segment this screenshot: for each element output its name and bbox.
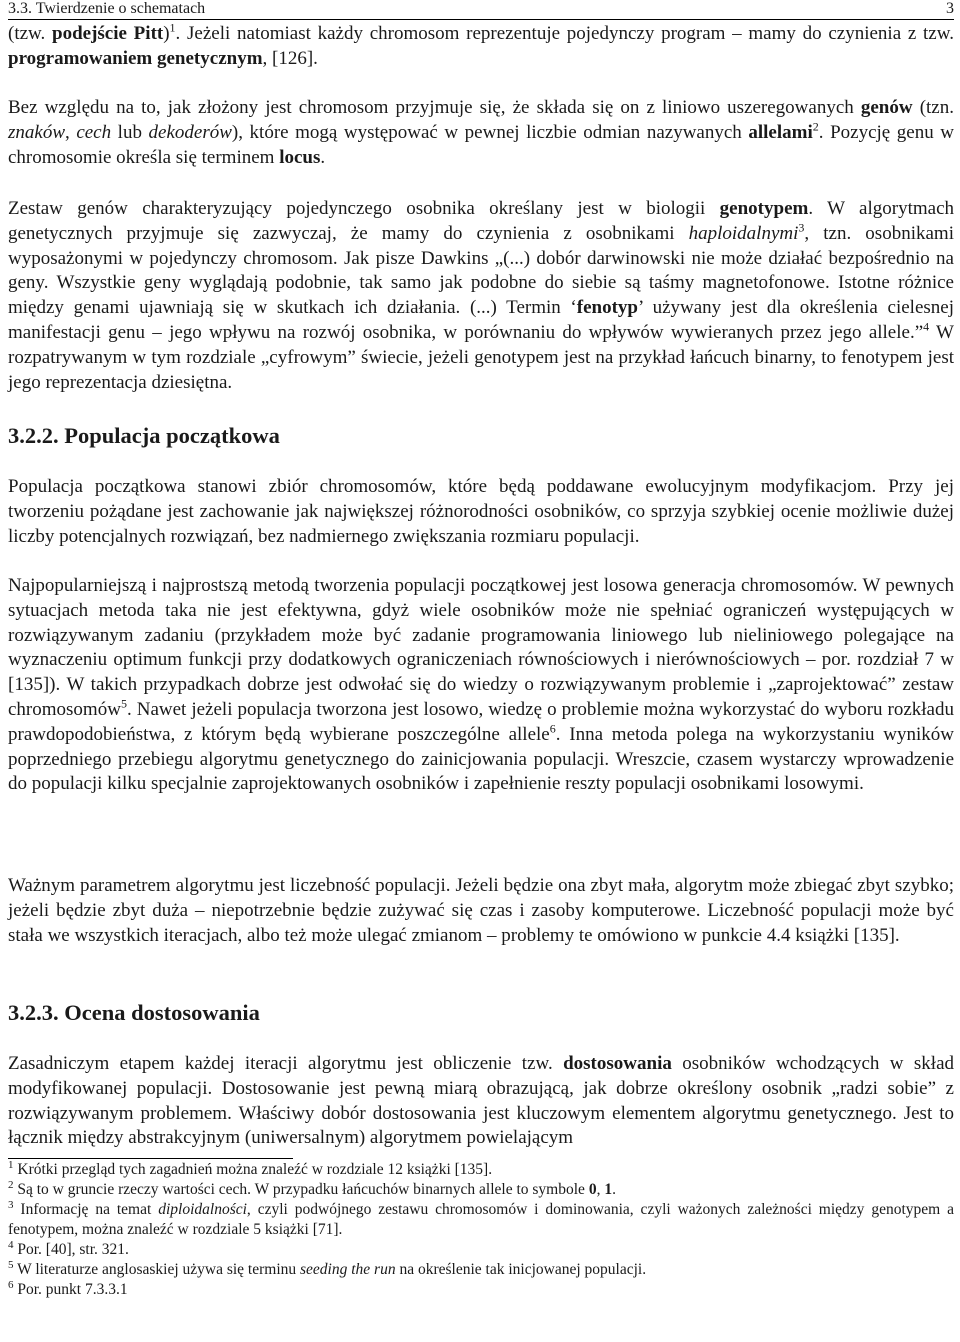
footnote-ref-4: 4 <box>923 319 930 334</box>
paragraph-5: Ważnym parametrem algorytmu jest liczebność populacji. Jeżeli będzie ona zbyt mała, algorytm może zbiegać zbyt szybko; jeżeli będzie zbyt duża – niepotrzebnie będzie zużywać się czas i zasoby komputerowe. Liczebność populacji może być stała we wszystkich iteracjach, albo też może ulegać zmianom – problemy te omówiono w punkcie 4.4 książki [135]. <box>8 875 954 946</box>
paragraph-6: Zasadniczym etapem każdej iteracji algorytmu jest obliczenie tzw. dostosowania osobników wchodzących w skład modyfikowanej populacji. Dostosowanie jest pewną miarą obrazującą, jak dobrze określony osobnik „radzi sobie” z rozwiązywanym problemem. Właściwy dobór dostosowania jest kluczowym elementem algorytmu genetycznego. Jest to łącznik między abstrakcyjnym (uniwersalnym) algorytmem powielającym <box>8 1053 955 1149</box>
footnote-ref-5: 5 <box>120 696 127 711</box>
footnote-3: $^3$ Informację na temat diploidalności, czyli podwójnego zestawu chromosomów i dominowania, czyli ważonych zależności między genotypem a fenotypem, można znaleźć w rozdziale 5 książki [71]. <box>8 1199 955 1238</box>
footnote-ref-2: 2 <box>812 119 819 134</box>
footnote-5: $^5$ W literaturze anglosaskiej używa się terminu seeding the run na określenie tak inicjowanej populacji. <box>8 1259 647 1278</box>
footnotes <box>8 1160 954 1300</box>
paragraph-4: Najpopularniejszą i najprostszą metodą tworzenia populacji początkowej jest losowa generacja chromosomów. W pewnych sytuacjach metoda taka nie jest efektywna, gdyż wiele osobników może nie spełniać ograniczeń występujących w rozwiązywanym zadaniu (przykładem może być zadanie programowania liniowego lub nieliniowego polegające na wyznaczeniu optimum funkcji przy dodatkowych ograniczeniach równościowych i nierównościowych – por. rozdział 7 w [135]). W takich przypadkach dobrze jest odwołać się do wiedzy o rozwiązywanym problemie i „zaprojektować” zestaw chromosomów$^5$. Nawet jeżeli populacja tworzona jest losowo, wiedzę o problemie można wykorzystać do wyboru rozkładu prawdopodobieństwa, z którym będą wybierane poszczególne allele$^6$. Inna metoda polega na wykorzystaniu wyników poprzedniego przebiegu algorytmu genetycznego do zainicjowania populacji. Wreszcie, czasem wystarczy wprowadzenie do populacji kilku specjalnie zaprojektowanych osobników i zapełnienie reszty populacji osobnikami losowymi. <box>8 575 954 795</box>
footnote-6: $^6$ Por. punkt 7.3.3.1 <box>8 1279 128 1298</box>
footnote-ref-1: 1 <box>169 20 176 35</box>
paragraph-3: Populacja początkowa stanowi zbiór chromosomów, które będą poddawane ewolucyjnym modyfikacjom. Przy jej tworzeniu pożądane jest zachowanie jak największej różnorodności osobników, co sprzyja szybkiej ocenie możliwie dużej liczby potencjalnych rozwiązań, bez nadmiernego zwiększania rozmiaru populacji. <box>8 476 954 547</box>
section-heading-3-2-3: 3.2.3. Ocena dostosowania <box>8 1000 260 1025</box>
footnote-separator <box>8 1158 293 1159</box>
header-title: 3.3. Twierdzenie o schematach <box>8 0 206 17</box>
page-number: 3 <box>946 0 954 17</box>
paragraph-0: (tzw. podejście Pitt)$^1$. Jeżeli natomiast każdy chromosom reprezentuje pojedynczy program – mamy do czynienia z tzw. programowaniem genetycznym, [126]. <box>8 20 954 69</box>
paragraph-1: Bez względu na to, jak złożony jest chromosom przyjmuje się, że składa się on z liniowo uszeregowanych genów (tzn. znaków, cech lub dekoderów), które mogą występować w pewnej liczbie odmian nazywanych allelami$^2$. Pozycję genu w chromosomie określa się terminem locus. <box>8 97 954 168</box>
paragraph-2: Zestaw genów charakteryzujący pojedynczego osobnika określany jest w biologii genotypem. W algorytmach genetycznych przyjmuje się zazwyczaj, że mamy do czynienia z osobnikami haploidalnymi$^3$, tzn. osobnikami wyposażonymi w pojedynczy chromosom. Jak pisze Dawkins „(...) dobór darwinowski nie może działać bezpośrednio na geny. Wszystkie geny wyglądają podobnie, tak samo jak podobne do siebie są taśmy magnetofonowe. Istotne różnice między genami ujawniają się w skutkach ich działania. (...) Termin ‘fenotyp’ używany jest dla określenia cielesnej manifestacji genu – jego wpływu na rozwój osobnika, w porównaniu do wpływów wywieranych przez jego allele.”$^4$ W rozpatrywanym w tym rozdziale „cyfrowym” świecie, jeżeli genotypem jest na przykład łańcuch binarny, to fenotypem jest jego reprezentacja dziesiętna. <box>8 198 954 393</box>
footnote-ref-3: 3 <box>798 220 805 235</box>
footnote-ref-6: 6 <box>549 721 556 736</box>
footnote-4: $^4$ Por. [40], str. 321. <box>8 1239 129 1258</box>
section-heading-3-2-2: 3.2.2. Populacja początkowa <box>8 423 280 448</box>
header-rule <box>8 19 954 20</box>
running-header <box>8 0 954 18</box>
footnote-1: $^1$ Krótki przegląd tych zagadnień można znaleźć w rozdziale 12 książki [135]. <box>8 1159 493 1178</box>
footnote-2: $^2$ Są to w gruncie rzeczy wartości cech. W przypadku łańcuchów binarnych allele to symbole 0, 1. <box>8 1179 616 1198</box>
